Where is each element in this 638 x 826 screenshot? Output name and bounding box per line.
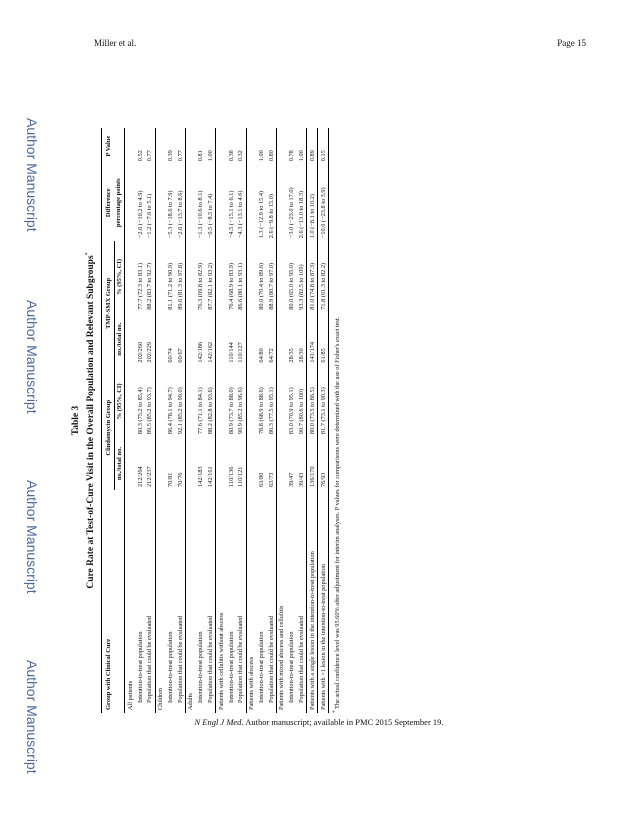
table-row <box>226 128 236 713</box>
table-row <box>287 128 297 713</box>
subheader-percentage-points: percentage points <box>114 164 125 241</box>
clindamycin-count: 110/121 <box>236 437 246 490</box>
tmp-smx-percent: 88.9 (80.7 to 97.0) <box>266 241 276 313</box>
row-label: Population that could be evaluated <box>297 490 307 713</box>
difference-value: −2.6 (−10.2 to 4.9) <box>136 190 144 239</box>
table-row <box>236 128 246 713</box>
difference-value: 2.6 (−13.0 to 18.3) <box>297 164 307 241</box>
table-body <box>125 128 329 713</box>
clindamycin-percent: 88.2 (82.8 to 93.6) <box>206 366 216 438</box>
difference-value: −4.5 (−15.1 to 6.1) <box>227 190 235 239</box>
difference-value: −1.3 (−10.6 to 8.1) <box>197 190 205 239</box>
difference-value: −2.6 (−13.7 to 8.6) <box>175 164 185 241</box>
difference-value: −3.0 (−23.0 to 17.0) <box>288 187 296 239</box>
row-label: Intention-to-treat population <box>227 631 235 703</box>
results-table <box>101 128 329 713</box>
clindamycin-percent: 80.0 (73.5 to 86.5) <box>307 366 318 438</box>
row-label: Population that could be evaluated <box>175 490 185 713</box>
table-row <box>206 128 216 713</box>
table-footnote: * The actual confidence level was 95.60% after adjustment for interim analyses. P values for comparisons were determined with the use of Fisher's exact test. <box>332 316 342 713</box>
group-label: Adults <box>187 693 195 710</box>
clindamycin-count: 39/43 <box>297 437 307 490</box>
author-manuscript-watermark: Author Manuscript <box>24 480 40 594</box>
p-value: 0.52 <box>136 150 144 162</box>
p-value: 1.00 <box>206 128 216 164</box>
table-row <box>256 128 266 713</box>
table-row <box>175 128 185 713</box>
p-value: 0.77 <box>175 128 185 164</box>
clindamycin-count: 63/80 <box>257 472 265 487</box>
table-group-row <box>155 128 165 713</box>
tmp-smx-percent: 93.3 (82.5 to 100) <box>297 241 307 313</box>
tmp-smx-count: 110/144 <box>227 342 235 363</box>
table-group-row <box>246 128 256 713</box>
tmp-smx-count: 142/162 <box>206 313 216 366</box>
clindamycin-percent: 92.1 (85.2 to 99.0) <box>175 366 185 438</box>
tmp-smx-count: 64/72 <box>266 313 276 366</box>
col-header-group: Group with Clinical Cure <box>102 490 114 713</box>
col-header-clindamycin: Clindamycin Group <box>102 366 114 490</box>
table-row <box>165 128 175 713</box>
row-label: Population that could be evaluated <box>145 490 155 713</box>
clindamycin-count: 142/183 <box>197 466 205 487</box>
group-label: Patients with abscess <box>248 656 256 710</box>
tmp-smx-count: 110/127 <box>236 313 246 366</box>
p-value: 0.38 <box>227 150 235 162</box>
col-header-tmp-smx: TMP-SMX Group <box>102 241 114 365</box>
tmp-smx-percent: 89.6 (81.3 to 97.8) <box>175 241 185 313</box>
clindamycin-percent: 86.3 (77.5 to 95.1) <box>266 366 276 438</box>
row-label: Population that could be evaluated <box>236 490 246 713</box>
clindamycin-percent: 86.4 (78.1 to 94.7) <box>166 387 174 435</box>
difference-value: −1.2 (−7.6 to 5.1) <box>145 164 155 241</box>
group-label: Patients with mixed abscess and cellulitis <box>278 605 286 710</box>
subheader-pct: % (95%, CI) <box>114 366 125 438</box>
clindamycin-percent: 81.7 (73.1 to 90.3) <box>318 366 329 438</box>
row-label: Population that could be evaluated <box>206 490 216 713</box>
row-label: Intention-to-treat population <box>288 631 296 703</box>
row-label: Patients with a single lesion in the intention-to-treat population <box>307 490 318 713</box>
tmp-smx-count: 60/67 <box>175 313 185 366</box>
p-value: 0.15 <box>318 128 329 164</box>
p-value: 0.89 <box>307 128 318 164</box>
subheader-pct: % (95%, CI) <box>114 241 125 313</box>
tmp-smx-count: 202/229 <box>145 313 155 366</box>
col-header-difference: Difference <box>102 164 114 241</box>
table-title: Cure Rate at Test-of-Cure Visit in the Overall Population and Relevant Subgroups* <box>85 252 97 589</box>
table-group-row <box>186 128 196 713</box>
col-header-p-value: P Value <box>102 128 114 164</box>
rotated-table-page <box>70 128 540 713</box>
row-label: Patients with >1 lesion in the intention-to-treat population <box>318 490 329 713</box>
page-number: Page 15 <box>557 38 586 48</box>
table-row <box>307 128 318 713</box>
group-label: All patients <box>126 680 134 710</box>
difference-value: −5.3 (−18.6 to 7.9) <box>166 190 174 239</box>
tmp-smx-count: 142/186 <box>197 341 205 363</box>
row-label: Intention-to-treat population <box>166 631 174 703</box>
table-row <box>297 128 307 713</box>
difference-value: −4.3 (−13.1 to 4.6) <box>236 164 246 241</box>
author-manuscript-watermark: Author Manuscript <box>24 300 40 414</box>
tmp-smx-percent: 87.7 (82.1 to 93.2) <box>206 241 216 313</box>
p-value: 0.78 <box>288 150 296 162</box>
tmp-smx-percent: 76.3 (69.8 to 82.9) <box>197 262 205 310</box>
clindamycin-percent: 90.9 (85.2 to 96.6) <box>236 366 246 438</box>
clindamycin-count: 76/93 <box>318 437 329 490</box>
difference-value: 1.0 (−8.1 to 10.2) <box>307 164 318 241</box>
tmp-smx-count: 61/85 <box>318 313 329 366</box>
p-value: 0.32 <box>236 128 246 164</box>
p-value: 1.00 <box>297 128 307 164</box>
tmp-smx-count: 60/74 <box>166 348 174 363</box>
difference-value: −0.5 (−8.5 to 7.4) <box>206 164 216 241</box>
clindamycin-percent: 89.5 (85.2 to 93.7) <box>145 366 155 438</box>
difference-value: 1.3 (−12.9 to 15.4) <box>257 190 265 239</box>
tmp-smx-count: 28/30 <box>297 313 307 366</box>
table-row <box>196 128 206 713</box>
tmp-smx-percent: 81.1 (71.2 to 90.9) <box>166 262 174 310</box>
author-manuscript-watermark: Author Manuscript <box>24 118 40 232</box>
group-label: Children <box>157 687 165 710</box>
p-value: 0.39 <box>166 150 174 162</box>
table-row <box>266 128 276 713</box>
table-label: Table 3 <box>71 405 81 436</box>
table-row <box>145 128 155 713</box>
tmp-smx-percent: 80.0 (65.0 to 95.0) <box>288 262 296 310</box>
subheader-no: no./total no. <box>114 313 125 366</box>
clindamycin-count: 70/76 <box>175 437 185 490</box>
clindamycin-percent: 80.3 (75.2 to 85.4) <box>136 387 144 435</box>
tmp-smx-count: 202/260 <box>136 341 144 363</box>
tmp-smx-count: 28/35 <box>288 348 296 363</box>
clindamycin-count: 142/161 <box>206 437 216 490</box>
table-group-row <box>125 128 135 713</box>
clindamycin-count: 212/237 <box>145 437 155 490</box>
clindamycin-count: 212/264 <box>136 466 144 487</box>
table-row <box>135 128 145 713</box>
author-manuscript-watermark: Author Manuscript <box>24 660 40 774</box>
p-value: 0.77 <box>145 128 155 164</box>
clindamycin-percent: 90.7 (80.6 to 100) <box>297 366 307 438</box>
tmp-smx-percent: 88.2 (83.7 to 92.7) <box>145 241 155 313</box>
tmp-smx-percent: 81.0 (74.8 to 87.3) <box>307 241 318 313</box>
row-label: Population that could be evaluated <box>266 490 276 713</box>
row-label: Intention-to-treat population <box>257 631 265 703</box>
difference-value: −10.0 (−23.8 to 3.9) <box>318 164 329 241</box>
clindamycin-percent: 83.0 (70.9 to 95.1) <box>288 387 296 435</box>
table-group-row <box>277 128 287 713</box>
p-value: 0.81 <box>197 150 205 162</box>
tmp-smx-percent: 80.0 (70.4 to 89.6) <box>257 262 265 310</box>
subheader-no: no./total no. <box>114 437 125 490</box>
clindamycin-percent: 80.9 (73.7 to 88.0) <box>227 387 235 435</box>
group-label: Patients with cellulitis without abscess <box>217 612 225 710</box>
difference-value: 2.6 (−9.8 to 15.0) <box>266 164 276 241</box>
p-value: 0.80 <box>266 128 276 164</box>
page-footer: N Engl J Med. Author manuscript; available in PMC 2015 September 19. <box>194 717 444 727</box>
tmp-smx-percent: 86.6 (80.1 to 93.1) <box>236 241 246 313</box>
table-group-row <box>216 128 226 713</box>
row-label: Intention-to-treat population <box>197 631 205 703</box>
clindamycin-count: 39/47 <box>288 472 296 487</box>
clindamycin-count: 63/73 <box>266 437 276 490</box>
clindamycin-count: 70/81 <box>166 472 174 487</box>
tmp-smx-count: 64/80 <box>257 348 265 363</box>
clindamycin-count: 136/170 <box>307 437 318 490</box>
clindamycin-count: 110/136 <box>227 466 235 487</box>
table-row <box>318 128 329 713</box>
p-value: 1.00 <box>257 150 265 162</box>
clindamycin-percent: 77.6 (71.1 to 84.1) <box>197 387 205 435</box>
tmp-smx-percent: 71.8 (61.3 to 82.2) <box>318 241 329 313</box>
running-header-authors: Miller et al. <box>94 38 137 48</box>
tmp-smx-percent: 76.4 (68.9 to 83.9) <box>227 262 235 310</box>
row-label: Intention-to-treat population <box>136 631 144 703</box>
tmp-smx-count: 141/174 <box>307 313 318 366</box>
clindamycin-percent: 78.8 (68.9 to 88.6) <box>257 387 265 435</box>
tmp-smx-percent: 77.7 (72.3 to 83.1) <box>136 262 144 310</box>
